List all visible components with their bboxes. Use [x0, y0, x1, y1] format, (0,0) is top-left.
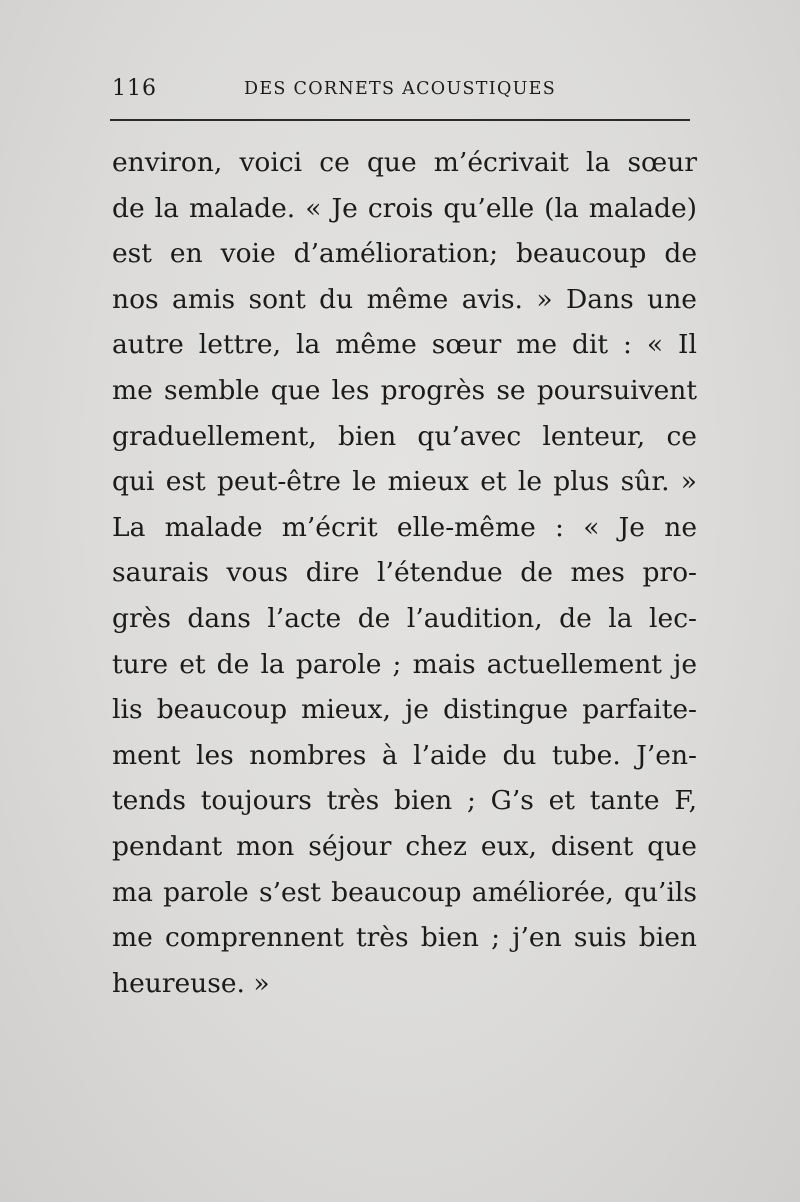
text-line: pendant mon séjour chez eux, disent que	[112, 830, 697, 862]
text-line: me comprennent très bien ; j’en suis bien	[112, 922, 697, 954]
page-number: 116	[112, 76, 157, 101]
text-line: autre lettre, la même sœur me dit : « Il	[112, 329, 697, 361]
text-line: lis beaucoup mieux, je distingue parfaite-	[112, 694, 697, 726]
text-line: nos amis sont du même avis. » Dans une	[112, 283, 697, 315]
text-line: de la malade. « Je crois qu’elle (la malade)	[112, 192, 697, 224]
running-head	[112, 76, 690, 102]
text-line: ment les nombres à l’aide du tube. J’en-	[112, 739, 697, 771]
text-line: ture et de la parole ; mais actuellement je	[112, 648, 697, 680]
text-line: heureuse. »	[112, 967, 270, 999]
running-title: DES CORNETS ACOUSTIQUES	[244, 79, 557, 99]
text-line: La malade m’écrit elle-même : « Je ne	[112, 511, 697, 543]
text-line: grès dans l’acte de l’audition, de la lec-	[112, 602, 697, 634]
body-paragraph	[112, 140, 697, 1006]
text-line: saurais vous dire l’étendue de mes pro-	[112, 557, 697, 589]
text-line: tends toujours très bien ; G’s et tante F,	[112, 785, 697, 817]
text-line: ma parole s’est beaucoup améliorée, qu’ils	[112, 876, 697, 908]
text-line: environ, voici ce que m’écrivait la sœur	[112, 147, 697, 178]
text-line: graduellement, bien qu’avec lenteur, ce	[112, 420, 697, 452]
text-line: est en voie d’amélioration; beaucoup de	[112, 238, 697, 270]
text-line: qui est peut-être le mieux et le plus sûr. »	[112, 466, 697, 498]
text-line: me semble que les progrès se poursuivent	[112, 374, 697, 406]
header-rule	[110, 119, 690, 121]
